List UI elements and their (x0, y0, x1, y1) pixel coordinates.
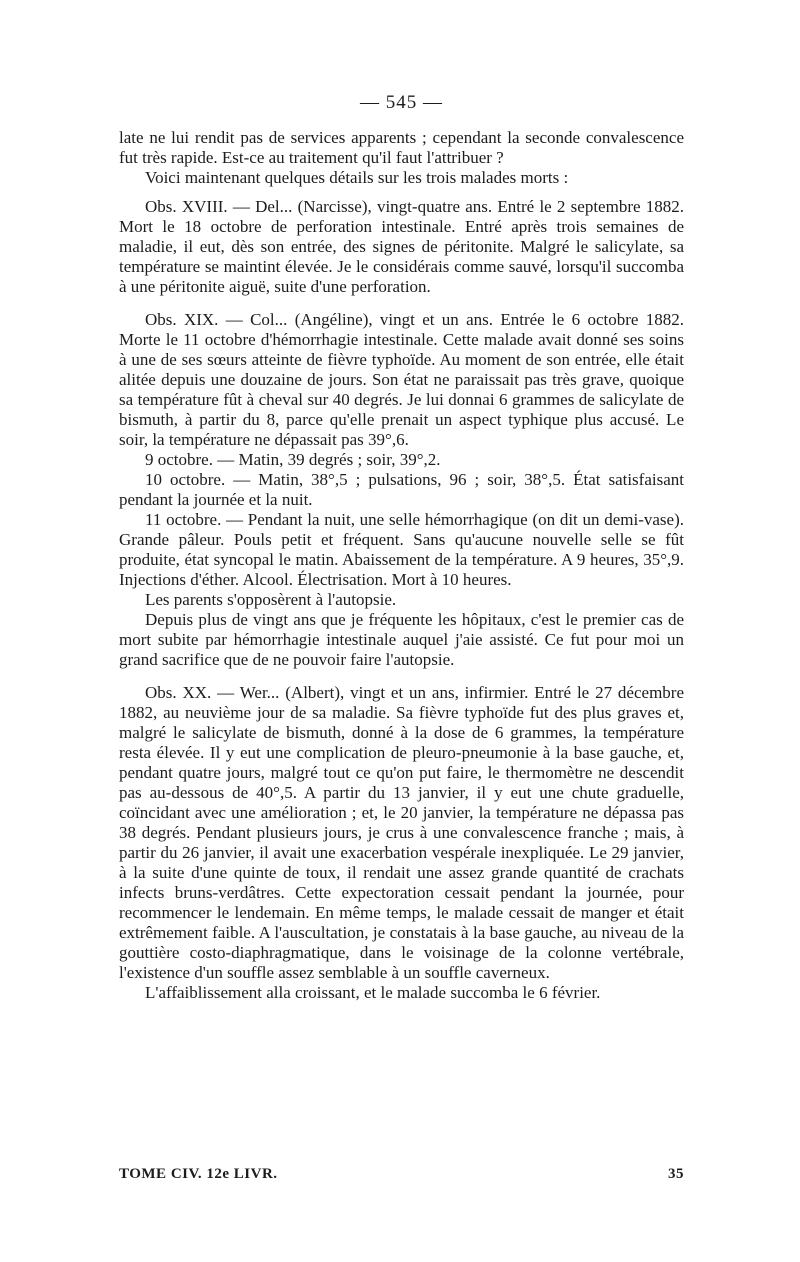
paragraph-intro: Voici maintenant quelques détails sur les trois malades morts : (145, 168, 569, 187)
paragraph-obs-xix-oct-9: 9 octobre. — Matin, 39 degrés ; soir, 39°,2. (145, 450, 441, 469)
paragraph-obs-xx-end: L'affaiblissement alla croissant, et le malade succomba le 6 février. (145, 983, 601, 1002)
page-number: — 545 — (360, 92, 443, 113)
paragraph-obs-xix: Obs. XIX. — Col... (Angéline), vingt et un ans. Entrée le 6 octobre 1882. Morte le 11 octobre d'hémorrhagie intestinale. Cette malade avait donné ses soins à une de ses sœurs atteinte de fièvre typhoïde. Au moment de son entrée, elle était alitée depuis une douzaine de jours. Son état ne paraissait pas très grave, quoique sa température fût à cheval sur 40 degrés. Je lui donnai 6 grammes de salicylate de bismuth, à partir du 8, parce qu'elle prenait un aspect typhique plus accusé. Le soir, la température ne dépassait pas 39°,6. (119, 310, 684, 449)
paragraph-obs-xx: Obs. XX. — Wer... (Albert), vingt et un ans, infirmier. Entré le 27 décembre 1882, au neuvième jour de sa maladie. Sa fièvre typhoïde fut des plus graves et, malgré le salicylate de bismuth, donné à la dose de 6 grammes, la température resta élevée. Il y eut une complication de pleuro-pneumonie à la base gauche, et, pendant quatre jours, malgré tout ce qu'on put faire, le thermomètre ne descendit pas au-dessous de 40°,5. A partir du 13 janvier, il y eut une chute graduelle, coïncidant avec une amélioration ; et, le 20 janvier, la température ne dépassa pas 38 degrés. Pendant plusieurs jours, je crus à une convalescence franche ; mais, à partir du 26 janvier, il avait une exacerbation vespérale inexpliquée. Le 29 janvier, à la suite d'une quinte de toux, il rendait une assez grande quantité de crachats infects bruns-verdâtres. Cette expectoration cessait pendant la journée, pour recommencer le lendemain. En même temps, le malade cessait de manger et était extrêmement faible. A l'auscultation, je constatais à la base gauche, au niveau de la gouttière costo-diaphragmatique, dans le voisinage de la colonne vertébrale, l'existence d'un souffle assez semblable à un souffle caverneux. (119, 683, 684, 982)
paragraph-autopsy-refused: Les parents s'opposèrent à l'autopsie. (145, 590, 397, 609)
page-footer (119, 1166, 684, 1183)
paragraph-remark: Depuis plus de vingt ans que je fréquente les hôpitaux, c'est le premier cas de mort subite par hémorrhagie intestinale auquel j'aie assisté. Ce fut pour moi un grand sacrifice que de ne pouvoir faire l'autopsie. (119, 610, 684, 669)
paragraph-obs-xviii: Obs. XVIII. — Del... (Narcisse), vingt-quatre ans. Entré le 2 septembre 1882. Mort le 18 octobre de perforation intestinale. Entré après trois semaines de maladie, il eut, dès son entrée, des signes de péritonite. Malgré le salicylate, sa température se maintint élevée. Je le considérais comme sauvé, lorsqu'il succomba à une péritonite aiguë, suite d'une perforation. (119, 197, 684, 296)
paragraph-obs-xix-oct-11: 11 octobre. — Pendant la nuit, une selle hémorrhagique (on dit un demi-vase). Grande pâleur. Pouls petit et fréquent. Sans qu'aucune nouvelle selle se fût produite, état syncopal le matin. Abaissement de la température. A 9 heures, 35°,9. Injections d'éther. Alcool. Électrisation. Mort à 10 heures. (119, 510, 684, 589)
paragraph-obs-xix-oct-10: 10 octobre. — Matin, 38°,5 ; pulsations, 96 ; soir, 38°,5. État satisfaisant pendant la journée et la nuit. (119, 470, 684, 509)
paragraph-continuation: late ne lui rendit pas de services apparents ; cependant la seconde convalescence fut très rapide. Est-ce au traitement qu'il faut l'attribuer ? (119, 128, 684, 167)
body-text (119, 128, 684, 1003)
footer-volume: TOME CIV. 12e LIVR. (119, 1166, 278, 1182)
footer-signature: 35 (668, 1166, 684, 1182)
